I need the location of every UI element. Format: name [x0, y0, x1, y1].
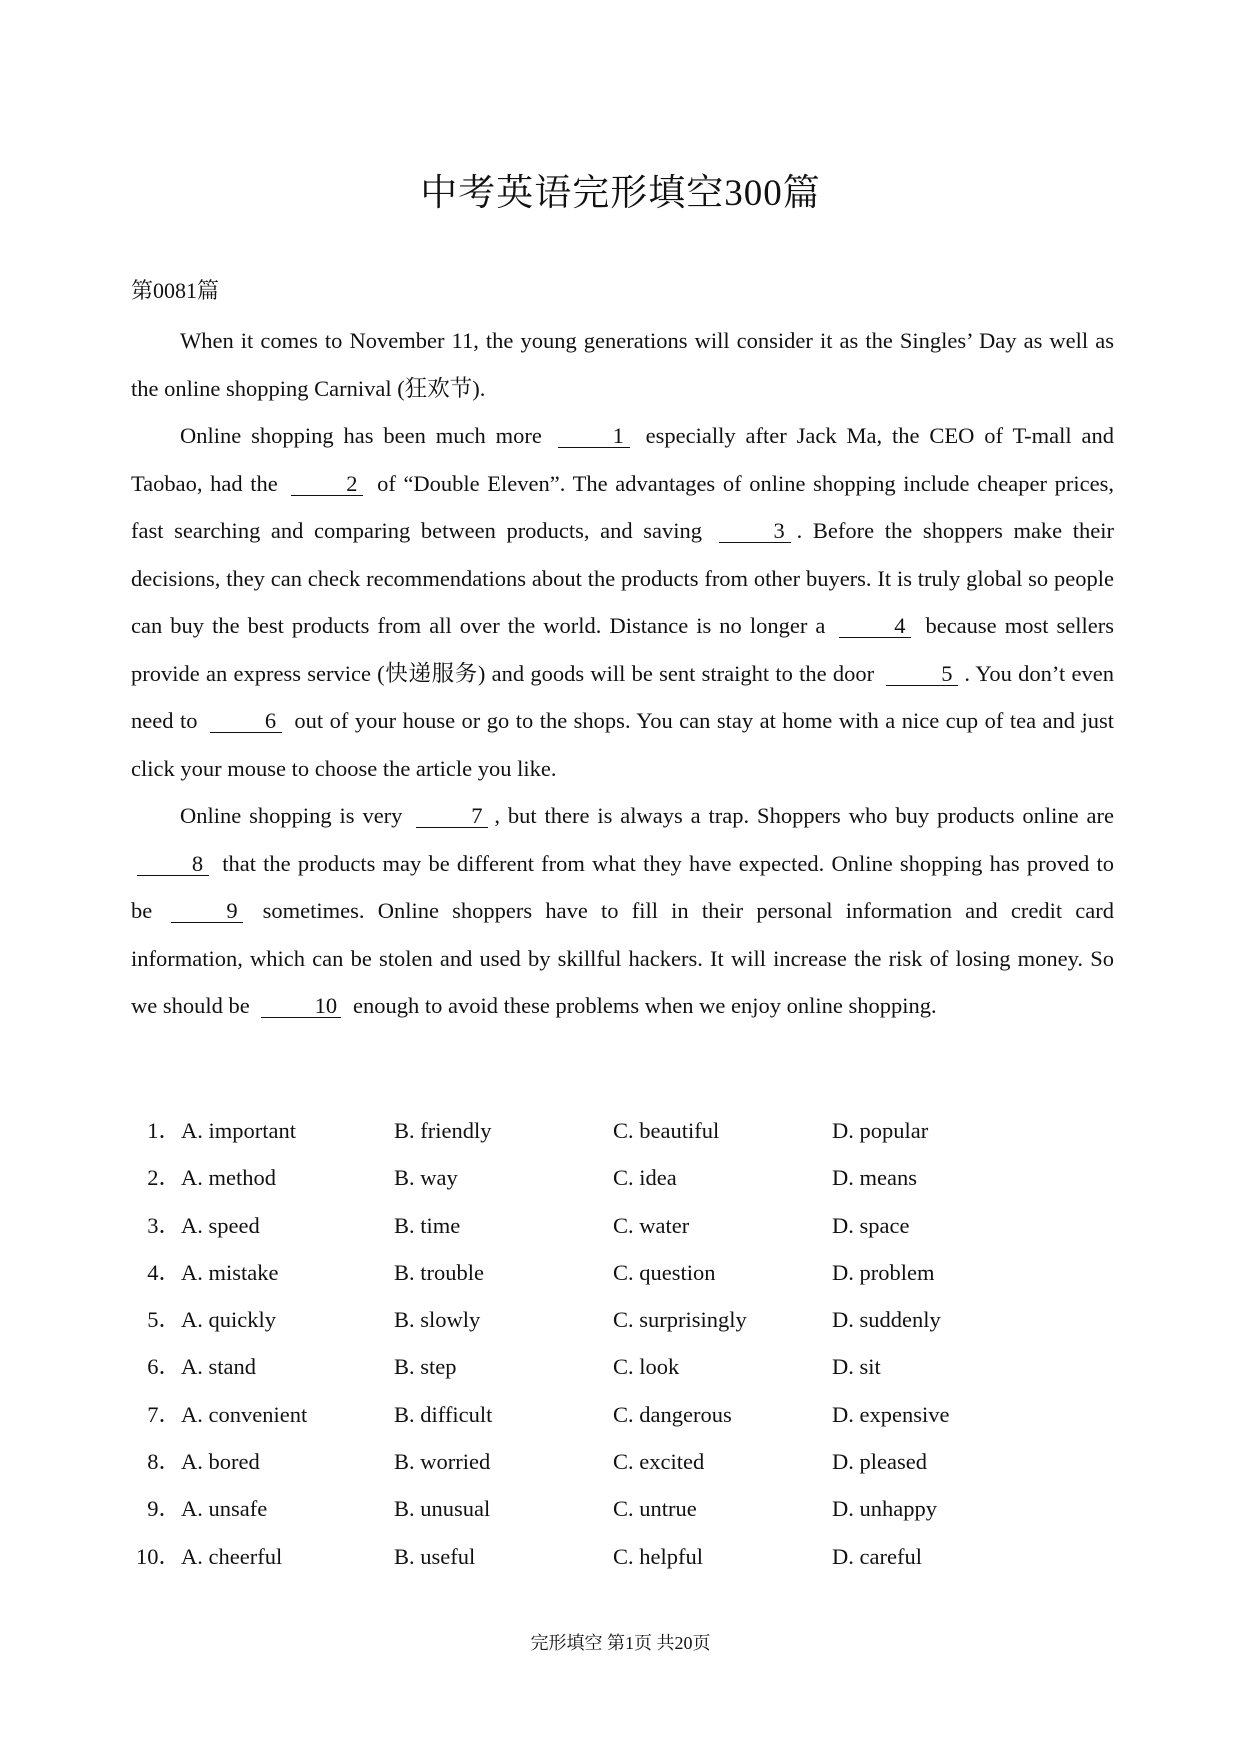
- passage-text: . Before the shoppers make their decisions, they can check recommendations about the products from other buyers. It is truly global so people can buy the best products from all over the world. Distance is no longer a: [131, 518, 1115, 638]
- option-row-2: [131, 1163, 1114, 1210]
- blank-4: 4: [839, 615, 911, 638]
- passage-text: . You don’t even need to: [131, 660, 1114, 733]
- blank-2: 2: [291, 473, 363, 496]
- option-c: C. question: [613, 1259, 716, 1285]
- passage-text: When it comes to November 11, the young generations will consider it as the Singles’ Day as well as the online shopping Carnival (狂欢节).: [131, 328, 1114, 401]
- blank-5: 5: [886, 663, 958, 686]
- option-a: A. convenient: [181, 1401, 308, 1427]
- page-footer: 完形填空 第1页 共20页: [530, 1633, 711, 1653]
- option-row-1: [131, 1116, 1114, 1163]
- section-heading: 第0081篇: [131, 278, 220, 303]
- option-c: C. idea: [613, 1165, 677, 1191]
- blank-10: 10: [261, 995, 341, 1018]
- option-c: C. helpful: [613, 1543, 703, 1569]
- paragraph-2: [131, 412, 1114, 792]
- option-c: C. surprisingly: [613, 1307, 747, 1333]
- question-number: 5．: [147, 1307, 181, 1333]
- question-number: 3．: [147, 1212, 181, 1238]
- option-c: C. excited: [613, 1449, 705, 1475]
- option-row-6: [131, 1352, 1114, 1399]
- passage-text: enough to avoid these problems when we enjoy online shopping.: [352, 993, 937, 1018]
- paragraph-1: [131, 317, 1114, 412]
- passage-text: , but there is always a trap. Shoppers who buy products online are: [494, 803, 1114, 828]
- option-d: D. sit: [832, 1354, 881, 1380]
- option-d: D. popular: [832, 1118, 929, 1143]
- blank-8: 8: [137, 853, 209, 876]
- question-number: 6．: [147, 1354, 181, 1380]
- blank-3: 3: [719, 520, 791, 543]
- blank-1: 1: [558, 425, 630, 448]
- option-b: B. useful: [394, 1543, 476, 1569]
- option-row-7: [131, 1400, 1114, 1447]
- option-d: D. suddenly: [832, 1307, 941, 1333]
- option-c: C. look: [613, 1354, 680, 1380]
- option-a: A. method: [181, 1165, 276, 1191]
- option-b: B. trouble: [394, 1259, 484, 1285]
- option-a: A. important: [181, 1118, 296, 1143]
- blank-6: 6: [210, 710, 282, 733]
- option-row-4: [131, 1258, 1114, 1305]
- paragraph-3: [131, 792, 1114, 1030]
- passage-text: Online shopping is very: [180, 803, 403, 828]
- option-c: C. water: [613, 1212, 690, 1238]
- passage-text: sometimes. Online shoppers have to fill in their personal information and credit card information, which can be stolen and used by skillful hackers. It will increase the risk of losing money. So we should be: [131, 898, 1114, 1018]
- option-a: A. bored: [181, 1449, 260, 1475]
- option-d: D. careful: [832, 1543, 922, 1569]
- option-a: A. speed: [181, 1212, 260, 1238]
- cloze-passage: [131, 317, 1114, 1030]
- option-row-3: [131, 1211, 1114, 1258]
- option-row-9: [131, 1494, 1114, 1541]
- option-d: D. means: [832, 1165, 917, 1191]
- question-number: 7．: [147, 1401, 181, 1427]
- option-a: A. mistake: [181, 1259, 279, 1285]
- option-d: D. expensive: [832, 1401, 950, 1427]
- passage-text: that the products may be different from what they have expected. Online shopping has proved to be: [131, 850, 1115, 923]
- question-number: 9．: [147, 1496, 181, 1522]
- option-d: D. unhappy: [832, 1496, 937, 1522]
- option-b: B. time: [394, 1212, 461, 1238]
- option-d: D. pleased: [832, 1449, 927, 1475]
- option-c: C. beautiful: [613, 1118, 720, 1143]
- option-a: A. cheerful: [181, 1543, 283, 1569]
- passage-text: especially after Jack Ma, the CEO of T-mall and Taobao, had the: [131, 423, 1114, 496]
- option-d: D. space: [832, 1212, 910, 1238]
- option-a: A. unsafe: [181, 1496, 268, 1522]
- option-b: B. friendly: [394, 1118, 492, 1143]
- option-b: B. way: [394, 1165, 458, 1191]
- option-c: C. dangerous: [613, 1401, 732, 1427]
- option-c: C. untrue: [613, 1496, 697, 1522]
- question-number: 4．: [147, 1259, 181, 1285]
- page-title: 中考英语完形填空300篇: [420, 173, 821, 214]
- passage-text: because most sellers provide an express service (快递服务) and goods will be sent straight to the door: [131, 613, 1114, 686]
- question-number: 10．: [135, 1543, 181, 1569]
- option-b: B. difficult: [394, 1401, 493, 1427]
- option-b: B. step: [394, 1354, 457, 1380]
- option-b: B. unusual: [394, 1496, 491, 1522]
- option-row-5: [131, 1305, 1114, 1352]
- question-number: 8．: [147, 1449, 181, 1475]
- option-row-8: [131, 1447, 1114, 1494]
- passage-text: of “Double Eleven”. The advantages of online shopping include cheaper prices, fast searching and comparing between products, and saving: [131, 470, 1115, 543]
- passage-text: Online shopping has been much more: [180, 423, 542, 448]
- option-d: D. problem: [832, 1259, 935, 1285]
- option-a: A. quickly: [181, 1307, 276, 1333]
- question-number: 2．: [147, 1165, 181, 1191]
- option-a: A. stand: [181, 1354, 256, 1380]
- option-b: B. worried: [394, 1449, 491, 1475]
- answer-options: [131, 1116, 1114, 1589]
- option-row-10: [131, 1542, 1114, 1589]
- option-b: B. slowly: [394, 1307, 481, 1333]
- question-number: 1．: [147, 1118, 181, 1143]
- blank-7: 7: [416, 805, 488, 828]
- passage-text: out of your house or go to the shops. You can stay at home with a nice cup of tea and just click your mouse to choose the article you like.: [131, 708, 1115, 781]
- blank-9: 9: [171, 900, 243, 923]
